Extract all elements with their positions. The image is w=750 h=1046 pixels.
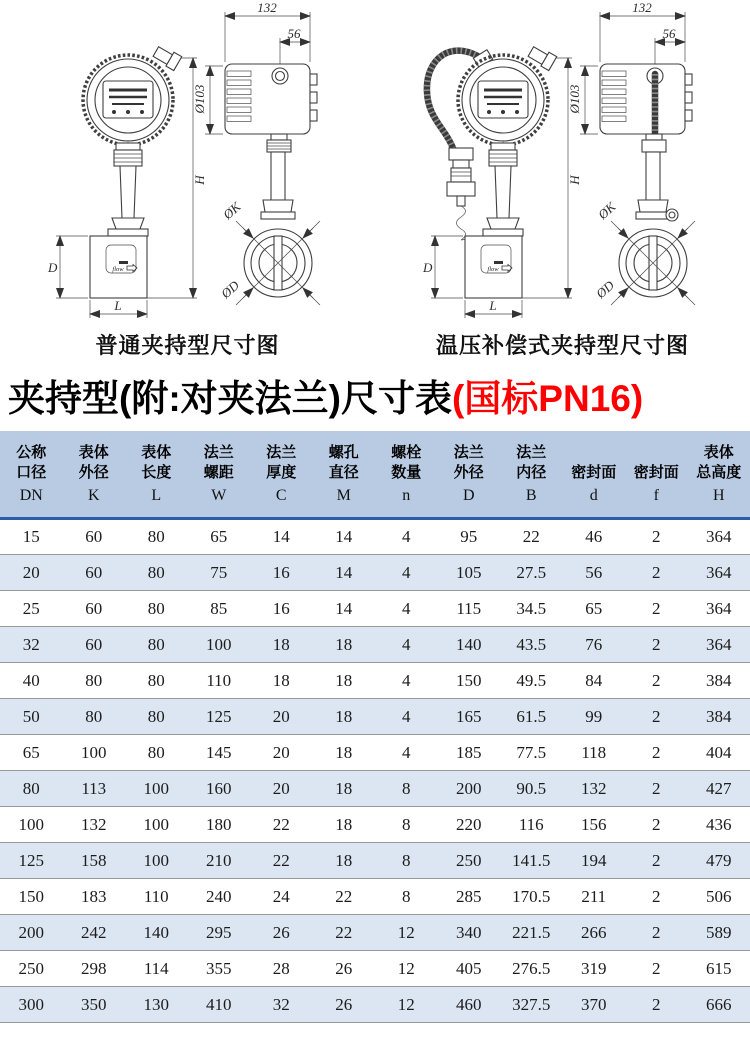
caption-compensated-clamp: 温压补偿式夹持型尺寸图 (435, 332, 689, 358)
cell: 364 (688, 627, 750, 663)
cell: 27.5 (500, 555, 563, 591)
cell: 2 (625, 735, 688, 771)
flow-label: flow (487, 266, 499, 273)
cell: 384 (688, 699, 750, 735)
cell: 2 (625, 987, 688, 1023)
cell: 340 (438, 915, 501, 951)
cell: 150 (0, 879, 63, 915)
cell: 140 (125, 915, 188, 951)
cell: 56 (563, 555, 626, 591)
dim-103 (192, 66, 223, 134)
cell: 18 (313, 627, 376, 663)
cell: 158 (63, 843, 126, 879)
cell: 300 (0, 987, 63, 1023)
cell: 180 (188, 807, 251, 843)
cell: 589 (688, 915, 750, 951)
dim-label-D: D (48, 260, 58, 275)
dim-label-103: Ø103 (192, 84, 207, 114)
cell: 125 (0, 843, 63, 879)
cell: 60 (63, 519, 126, 555)
dim-label-OK: ØK (594, 198, 619, 223)
cell: 130 (125, 987, 188, 1023)
cell: 2 (625, 771, 688, 807)
cell: 2 (625, 519, 688, 555)
dimension-table-header (0, 431, 750, 519)
cell: 80 (125, 735, 188, 771)
cell: 4 (375, 627, 438, 663)
cell: 506 (688, 879, 750, 915)
cell: 2 (625, 879, 688, 915)
cell: 46 (563, 519, 626, 555)
cell: 4 (375, 699, 438, 735)
dim-label-132: 132 (257, 0, 277, 15)
cell: 18 (313, 843, 376, 879)
cell: 364 (688, 555, 750, 591)
cell: 221.5 (500, 915, 563, 951)
cell: 615 (688, 951, 750, 987)
cell: 100 (63, 735, 126, 771)
column-header-M: 螺孔 直径 M (313, 431, 376, 519)
table-row-dn-150 (0, 879, 750, 915)
cell: 60 (63, 555, 126, 591)
cell: 150 (438, 663, 501, 699)
cell: 4 (375, 663, 438, 699)
cell: 8 (375, 843, 438, 879)
table-row-dn-200 (0, 915, 750, 951)
cell: 4 (375, 519, 438, 555)
stem-side (261, 134, 295, 219)
cell: 65 (0, 735, 63, 771)
cell: 194 (563, 843, 626, 879)
cell: 40 (0, 663, 63, 699)
cell: 14 (313, 555, 376, 591)
cell: 327.5 (500, 987, 563, 1023)
cell: 410 (188, 987, 251, 1023)
cell: 460 (438, 987, 501, 1023)
cell: 364 (688, 519, 750, 555)
cell: 20 (0, 555, 63, 591)
dim-label-OK: ØK (219, 198, 244, 223)
cell: 276.5 (500, 951, 563, 987)
cell: 49.5 (500, 663, 563, 699)
dimension-table (0, 431, 750, 1023)
housing-side (225, 64, 317, 134)
cell: 141.5 (500, 843, 563, 879)
cell: 61.5 (500, 699, 563, 735)
cell: 100 (125, 771, 188, 807)
cell: 110 (188, 663, 251, 699)
page-title (0, 363, 750, 431)
cell: 2 (625, 699, 688, 735)
cell: 185 (438, 735, 501, 771)
cell: 18 (313, 663, 376, 699)
table-row-dn-80 (0, 771, 750, 807)
cell: 8 (375, 879, 438, 915)
title-standard-badge: (国标PN16) (451, 378, 644, 419)
cell: 60 (63, 627, 126, 663)
column-header-C: 法兰 厚度 C (250, 431, 313, 519)
dim-label-OD: ØD (217, 277, 242, 302)
cell: 80 (125, 663, 188, 699)
cell: 2 (625, 591, 688, 627)
cell: 116 (500, 807, 563, 843)
cell: 80 (125, 555, 188, 591)
cell: 295 (188, 915, 251, 951)
cell: 14 (313, 591, 376, 627)
cell: 4 (375, 555, 438, 591)
dim-label-56: 56 (662, 26, 676, 41)
cell: 319 (563, 951, 626, 987)
cell: 2 (625, 807, 688, 843)
cell: 26 (250, 915, 313, 951)
cell: 132 (563, 771, 626, 807)
cell: 2 (625, 951, 688, 987)
cell: 80 (63, 663, 126, 699)
cell: 90.5 (500, 771, 563, 807)
cell: 105 (438, 555, 501, 591)
dim-label-OD: ØD (592, 277, 617, 302)
cell: 18 (313, 807, 376, 843)
cell: 12 (375, 915, 438, 951)
column-header-D: 法兰 外径 D (438, 431, 501, 519)
cell: 22 (500, 519, 563, 555)
cell: 80 (125, 591, 188, 627)
dim-label-D: D (423, 260, 433, 275)
cell: 18 (250, 663, 313, 699)
cell: 43.5 (500, 627, 563, 663)
cell: 84 (563, 663, 626, 699)
cell: 77.5 (500, 735, 563, 771)
front-view (422, 44, 582, 318)
cell: 2 (625, 555, 688, 591)
cell: 8 (375, 807, 438, 843)
cell: 2 (625, 843, 688, 879)
cell: 285 (438, 879, 501, 915)
cell: 4 (375, 591, 438, 627)
flow-label: flow (112, 266, 124, 273)
cell: 80 (125, 519, 188, 555)
cell: 100 (125, 807, 188, 843)
dim-label-L: L (114, 298, 122, 313)
cell: 32 (250, 987, 313, 1023)
header-row (0, 431, 750, 519)
cell: 364 (688, 591, 750, 627)
cell: 210 (188, 843, 251, 879)
dim-D (422, 236, 463, 298)
cell: 436 (688, 807, 750, 843)
cell: 80 (125, 699, 188, 735)
cell: 18 (313, 735, 376, 771)
cell: 60 (63, 591, 126, 627)
stem-side (636, 134, 678, 221)
dim-label-L: L (489, 298, 497, 313)
table-row-dn-65 (0, 735, 750, 771)
column-header-DN: 公称 口径 DN (0, 431, 63, 519)
cell: 183 (63, 879, 126, 915)
cell: 20 (250, 735, 313, 771)
cell: 20 (250, 699, 313, 735)
cell: 25 (0, 591, 63, 627)
cell: 80 (63, 699, 126, 735)
cell: 4 (375, 735, 438, 771)
ordinary-clamp-drawing (0, 0, 375, 325)
dimension-table-body (0, 519, 750, 1023)
cell: 118 (563, 735, 626, 771)
table-row-dn-32 (0, 627, 750, 663)
dim-label-H: H (192, 175, 207, 185)
flow-body (465, 236, 522, 298)
cell: 85 (188, 591, 251, 627)
cell: 370 (563, 987, 626, 1023)
cell: 355 (188, 951, 251, 987)
dim-label-103: Ø103 (567, 84, 582, 114)
diagram-ordinary-clamp (0, 0, 375, 325)
dim-103 (567, 66, 598, 134)
cell: 2 (625, 915, 688, 951)
cell: 100 (0, 807, 63, 843)
title-main: 夹持型(附:对夹法兰)尺寸表 (8, 378, 452, 419)
cell: 75 (188, 555, 251, 591)
cell: 22 (250, 807, 313, 843)
neck-tube (108, 140, 148, 236)
cell: 200 (0, 915, 63, 951)
column-header-d: 密封面 d (563, 431, 626, 519)
dim-56 (655, 26, 685, 66)
table-row-dn-100 (0, 807, 750, 843)
cell: 18 (250, 627, 313, 663)
cell: 22 (250, 843, 313, 879)
cell: 80 (125, 627, 188, 663)
cell: 242 (63, 915, 126, 951)
cell: 404 (688, 735, 750, 771)
cell: 170.5 (500, 879, 563, 915)
cell: 99 (563, 699, 626, 735)
cell: 15 (0, 519, 63, 555)
cell: 115 (438, 591, 501, 627)
cell: 266 (563, 915, 626, 951)
cell: 28 (250, 951, 313, 987)
dim-L (465, 298, 522, 318)
cell: 114 (125, 951, 188, 987)
column-header-K: 表体 外径 K (63, 431, 126, 519)
column-header-f: 密封面 f (625, 431, 688, 519)
cell: 24 (250, 879, 313, 915)
cell: 34.5 (500, 591, 563, 627)
pressure-sensor (447, 148, 475, 240)
cell: 65 (563, 591, 626, 627)
cell: 22 (313, 915, 376, 951)
cell: 80 (0, 771, 63, 807)
dim-56 (280, 26, 310, 66)
table-row-dn-25 (0, 591, 750, 627)
cell: 12 (375, 987, 438, 1023)
cell: 405 (438, 951, 501, 987)
table-row-dn-250 (0, 951, 750, 987)
cell: 26 (313, 987, 376, 1023)
cell: 240 (188, 879, 251, 915)
cell: 211 (563, 879, 626, 915)
column-header-W: 法兰 螺距 W (188, 431, 251, 519)
dim-label-H: H (567, 175, 582, 185)
column-header-n: 螺栓 数量 n (375, 431, 438, 519)
diagram-compensated-clamp (375, 0, 750, 325)
cell: 200 (438, 771, 501, 807)
cell: 132 (63, 807, 126, 843)
neck-tube (483, 140, 523, 236)
cell: 2 (625, 663, 688, 699)
cell: 100 (125, 843, 188, 879)
cell: 65 (188, 519, 251, 555)
cell: 95 (438, 519, 501, 555)
cell: 384 (688, 663, 750, 699)
compensated-clamp-drawing (375, 0, 750, 325)
housing-side (600, 64, 692, 134)
cell: 2 (625, 627, 688, 663)
flow-body (90, 236, 147, 298)
table-row-dn-125 (0, 843, 750, 879)
dim-L (90, 298, 147, 318)
table-row-dn-15 (0, 519, 750, 555)
cell: 427 (688, 771, 750, 807)
dim-label-56: 56 (287, 26, 301, 41)
cell: 20 (250, 771, 313, 807)
caption-ordinary-clamp: 普通夹持型尺寸图 (95, 332, 280, 358)
cell: 113 (63, 771, 126, 807)
table-row-dn-40 (0, 663, 750, 699)
dim-D (47, 236, 88, 298)
front-view (47, 44, 207, 318)
table-row-dn-300 (0, 987, 750, 1023)
cell: 100 (188, 627, 251, 663)
cell: 125 (188, 699, 251, 735)
cell: 110 (125, 879, 188, 915)
cell: 18 (313, 699, 376, 735)
transmitter-head (458, 44, 557, 145)
transmitter-head (83, 44, 182, 145)
column-header-B: 法兰 内径 B (500, 431, 563, 519)
cell: 16 (250, 555, 313, 591)
cell: 22 (313, 879, 376, 915)
cell: 479 (688, 843, 750, 879)
cell: 14 (313, 519, 376, 555)
cell: 14 (250, 519, 313, 555)
cell: 18 (313, 771, 376, 807)
table-row-dn-50 (0, 699, 750, 735)
side-view (567, 0, 695, 305)
cell: 145 (188, 735, 251, 771)
column-header-L: 表体 长度 L (125, 431, 188, 519)
cell: 32 (0, 627, 63, 663)
cell: 26 (313, 951, 376, 987)
cell: 156 (563, 807, 626, 843)
caption-row (0, 325, 750, 363)
cell: 76 (563, 627, 626, 663)
cell: 298 (63, 951, 126, 987)
cell: 165 (438, 699, 501, 735)
cell: 16 (250, 591, 313, 627)
cell: 12 (375, 951, 438, 987)
cell: 220 (438, 807, 501, 843)
table-row-dn-20 (0, 555, 750, 591)
cell: 8 (375, 771, 438, 807)
dim-label-132: 132 (632, 0, 652, 15)
cell: 666 (688, 987, 750, 1023)
column-header-H: 表体 总高度 H (688, 431, 750, 519)
cell: 160 (188, 771, 251, 807)
cell: 140 (438, 627, 501, 663)
diagram-area (0, 0, 750, 325)
cell: 250 (438, 843, 501, 879)
cell: 250 (0, 951, 63, 987)
cell: 350 (63, 987, 126, 1023)
side-view (192, 0, 320, 305)
cell: 50 (0, 699, 63, 735)
